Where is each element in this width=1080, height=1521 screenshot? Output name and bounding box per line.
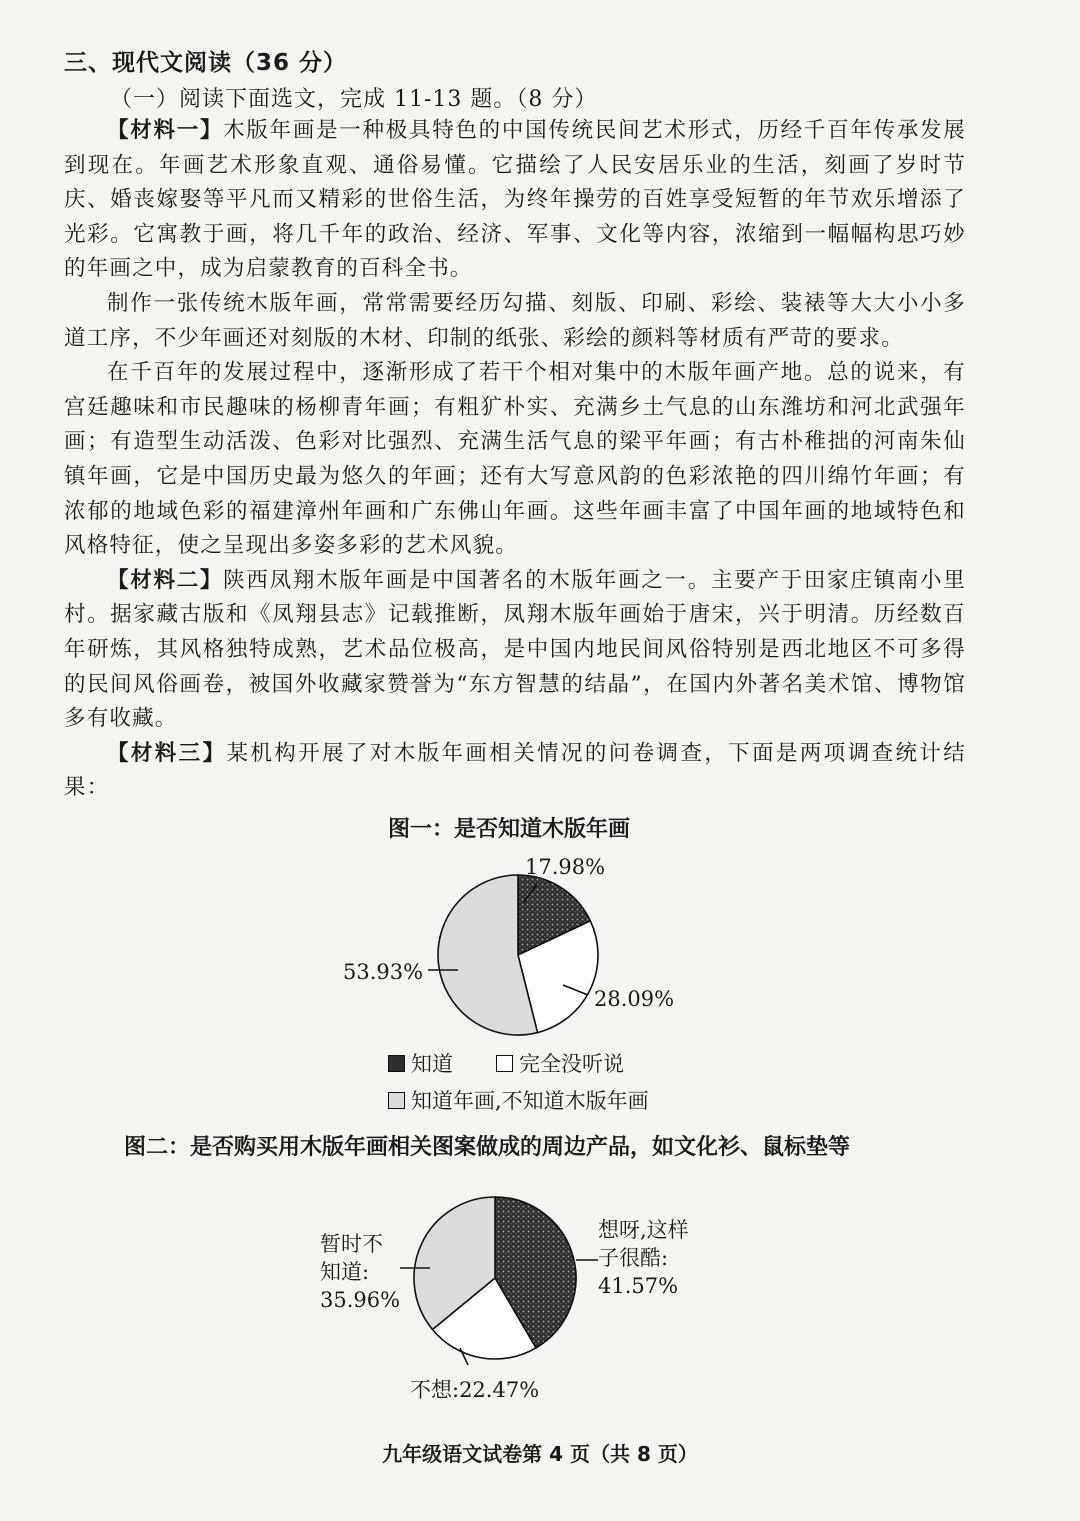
material1-text-1: 木版年画是一种极具特色的中国传统民间艺术形式，历经千百年传承发展到现在。年画艺术形象直观、通俗易懂。它描绘了人民安居乐业的生活，刻画了岁时节庆、婚丧嫁娶等平凡而又精彩的世俗生活，为终年操劳的百姓享受短暂的年节欢乐增添了光彩。它寓教于画，将几千年的政治、经济、军事、文化等内容，浓缩到一幅幅构思巧妙的年画之中，成为启蒙教育的百科全书。 — [64, 118, 966, 282]
chart1-label-know-nianhua: 53.93% — [343, 960, 424, 984]
chart2-label-unsure — [320, 1230, 400, 1314]
chart1-label-know: 17.98% — [525, 855, 606, 879]
legend-label-never-heard: 完全没听说 — [519, 1052, 624, 1076]
chart2-label-want-line2: 子很酷: — [598, 1246, 669, 1270]
material1-tag: 【材料一】 — [107, 118, 224, 143]
sub-heading: （一）阅读下面选文，完成 11-13 题。（8 分） — [110, 87, 598, 112]
chart1-title: 图一：是否知道木版年画 — [388, 817, 631, 842]
material2-tag: 【材料二】 — [107, 567, 224, 593]
reading-passage — [64, 114, 966, 806]
chart2-label-want — [598, 1216, 689, 1300]
chart1-legend-know-nianhua — [388, 1085, 649, 1115]
chart1-leader-never-heard — [563, 985, 588, 995]
chart2-label-want-line3: 41.57% — [598, 1274, 679, 1298]
page-footer: 九年级语文试卷第 4 页（共 8 页） — [382, 1442, 698, 1466]
chart2-label-unsure-line3: 35.96% — [320, 1288, 401, 1312]
chart1-legend-know — [388, 1048, 453, 1078]
chart2-leader-lines — [390, 1240, 610, 1370]
legend-swatch-white — [496, 1055, 513, 1072]
material1-paragraph-2 — [64, 287, 966, 356]
material1-paragraph-1 — [64, 114, 966, 287]
chart1-label-never-heard: 28.09% — [594, 987, 675, 1011]
chart2-label-dont-want: 不想:22.47% — [410, 1378, 540, 1402]
material1-text-2: 制作一张传统木版年画，常常需要经历勾描、刻版、印刷、彩绘、装裱等大大小小多道工序，不少年画还对刻版的木材、印制的纸张、彩绘的颜料等材质有严苛的要求。 — [64, 290, 966, 351]
chart2-label-want-line1: 想呀,这样 — [598, 1218, 689, 1242]
material1-text-3: 在千百年的发展过程中，逐渐形成了若干个相对集中的木版年画产地。总的说来，有宫廷趣味和市民趣味的杨柳青年画；有粗犷朴实、充满乡土气息的山东潍坊和河北武强年画；有造型生动活泼、色彩对比强烈、充满生活气息的梁平年画；有古朴稚拙的河南朱仙镇年画，它是中国历史最为悠久的年画；还有大写意风韵的色彩浓艳的四川绵竹年画；有浓郁的地域色彩的福建漳州年画和广东佛山年画。这些年画丰富了中国年画的地域特色和风格特征，使之呈现出多姿多彩的艺术风貌。 — [64, 360, 966, 559]
material3-paragraph — [64, 737, 966, 806]
material3-tag: 【材料三】 — [107, 740, 227, 766]
chart1-leader-lines — [420, 870, 670, 1020]
legend-swatch-dark — [388, 1055, 405, 1072]
legend-label-know-nianhua: 知道年画,不知道木版年画 — [411, 1089, 649, 1113]
material2-text: 陕西凤翔木版年画是中国著名的木版年画之一。主要产于田家庄镇南小里村。据家藏古版和《凤翔县志》记载推断，凤翔木版年画始于唐宋，兴于明清。历经数百年研炼，其风格独特成熟，艺术品位极高，是中国内地民间风俗特别是西北地区不可多得的民间风俗画卷，被国外收藏家赞誉为“东方智慧的结晶”，在国内外著名美术馆、博物馆多有收藏。 — [64, 567, 966, 732]
material1-paragraph-3 — [64, 356, 966, 564]
legend-label-know: 知道 — [411, 1052, 453, 1076]
material3-text: 某机构开展了对木版年画相关情况的问卷调查，下面是两项调查统计结果： — [64, 740, 966, 801]
material2-paragraph — [64, 564, 966, 737]
chart2-title: 图二：是否购买用木版年画相关图案做成的周边产品，如文化衫、鼠标垫等 — [124, 1135, 851, 1160]
chart1-leader-know — [524, 884, 537, 902]
legend-swatch-light — [388, 1092, 405, 1109]
chart2-label-unsure-line1: 暂时不 — [320, 1232, 383, 1256]
chart2-label-unsure-line2: 知道: — [320, 1260, 370, 1284]
chart1-legend-never-heard — [496, 1048, 624, 1078]
chart2-leader-dont-want — [460, 1348, 468, 1365]
section-heading: 三、现代文阅读（36 分） — [64, 50, 348, 76]
